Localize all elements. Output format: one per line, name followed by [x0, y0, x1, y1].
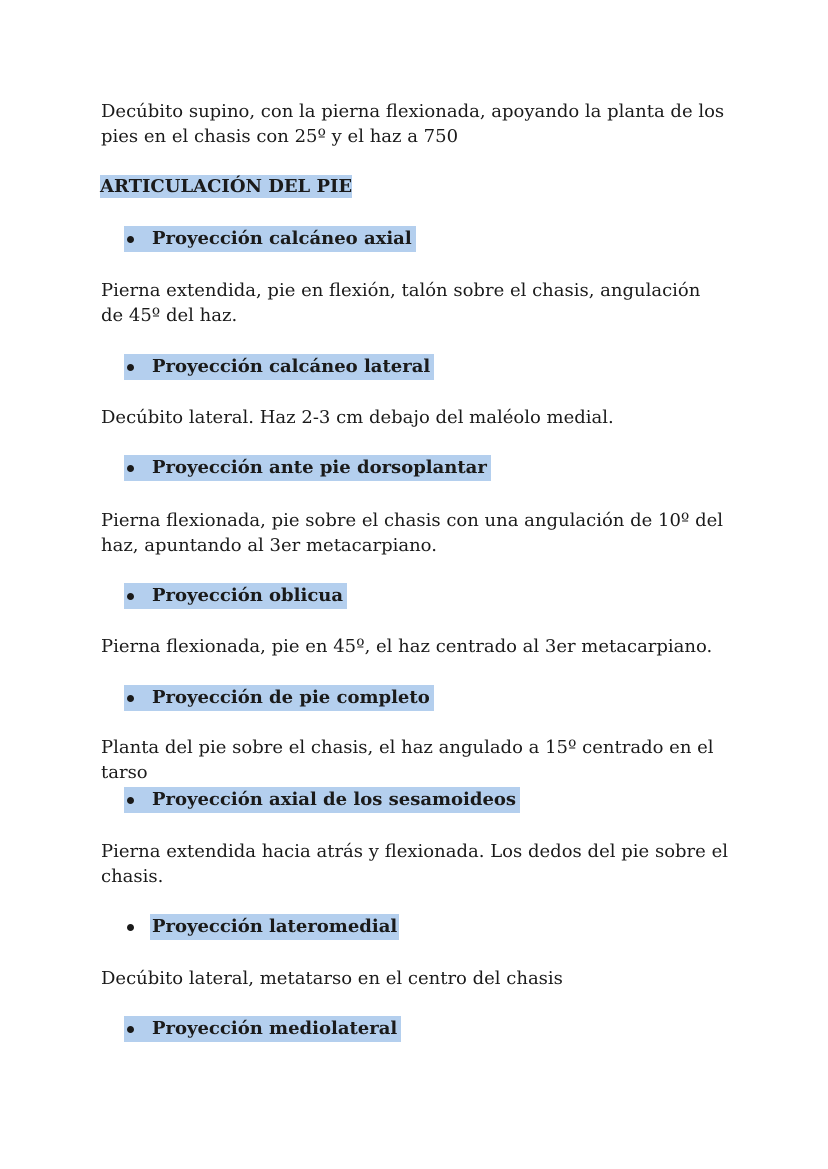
bullet-dot-icon	[127, 695, 134, 702]
bullet-heading-text: Proyección ante pie dorsoplantar	[152, 457, 487, 478]
bullet-heading-text: Proyección oblicua	[152, 585, 344, 606]
bullet-heading-text: Proyección lateromedial	[150, 914, 399, 940]
item-paragraph: Pierna flexionada, pie en 45º, el haz centrado al 3er metacarpiano.	[101, 636, 713, 657]
bullet-heading	[124, 455, 491, 481]
bullet-dot-icon	[127, 236, 134, 243]
bullet-dot-icon	[127, 465, 134, 472]
section-heading	[100, 174, 352, 200]
bullet-heading	[124, 914, 399, 940]
bullet-heading-text: Proyección calcáneo axial	[152, 228, 412, 249]
intro-paragraph: Decúbito supino, con la pierna flexionada, apoyando la planta de los pies en el chasis con 25º y el haz a 750	[101, 101, 725, 147]
item-paragraph: Pierna extendida hacia atrás y flexionada. Los dedos del pie sobre el chasis.	[101, 841, 728, 887]
bullet-heading-text: Proyección axial de los sesamoideos	[152, 789, 517, 810]
item-paragraph: Pierna flexionada, pie sobre el chasis con una angulación de 10º del haz, apuntando al 3er metacarpiano.	[101, 510, 724, 556]
item-paragraph: Decúbito lateral, metatarso en el centro del chasis	[101, 968, 563, 989]
section-heading-text: ARTICULACIÓN DEL PIE	[100, 176, 353, 197]
bullet-dot-icon	[127, 924, 134, 931]
bullet-heading	[124, 226, 416, 252]
bullet-heading-text: Proyección mediolateral	[152, 1018, 398, 1039]
bullet-heading	[124, 354, 434, 380]
bullet-dot-icon	[127, 364, 134, 371]
item-paragraph: Planta del pie sobre el chasis, el haz angulado a 15º centrado en el tarso	[101, 737, 714, 783]
bullet-dot-icon	[127, 797, 134, 804]
item-paragraph: Pierna extendida, pie en flexión, talón sobre el chasis, angulación de 45º del haz.	[101, 280, 701, 326]
bullet-dot-icon	[127, 593, 134, 600]
bullet-heading-text: Proyección calcáneo lateral	[152, 356, 431, 377]
bullet-heading-text: Proyección de pie completo	[152, 687, 430, 708]
bullet-heading	[124, 787, 520, 813]
bullet-heading	[124, 685, 434, 711]
bullet-dot-icon	[127, 1026, 134, 1033]
bullet-heading	[124, 1016, 401, 1042]
bullet-heading	[124, 583, 347, 609]
item-paragraph: Decúbito lateral. Haz 2-3 cm debajo del maléolo medial.	[101, 407, 614, 428]
